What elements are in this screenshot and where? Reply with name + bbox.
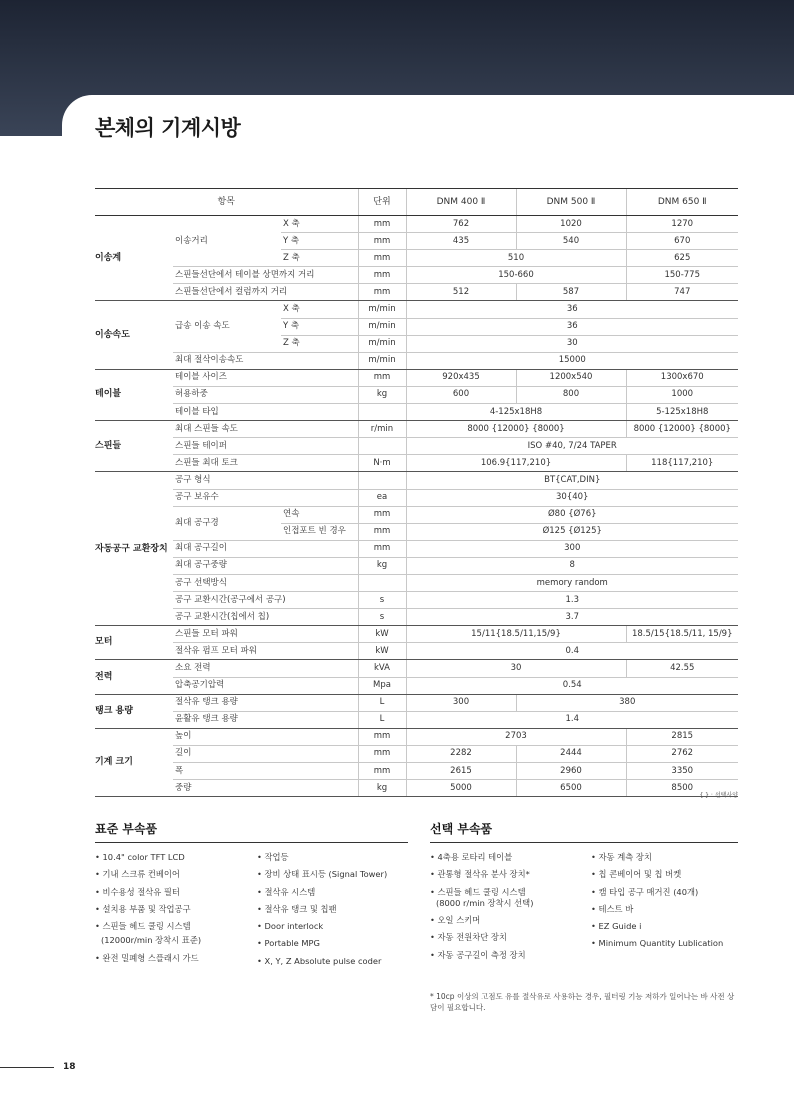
- sub-label: 연속: [281, 506, 358, 523]
- value-cell: 15000: [406, 352, 738, 369]
- list-item: • 절삭유 탱크 및 칩팬: [257, 904, 417, 916]
- group-motor: 모터: [95, 626, 173, 660]
- list-item: • 캠 타입 공구 매거진 (40개): [591, 887, 741, 899]
- unit-cell: mm: [358, 250, 406, 267]
- list-item: • 10.4" color TFT LCD: [95, 852, 255, 864]
- unit-cell: mm: [358, 369, 406, 386]
- value-cell: 800: [516, 386, 626, 403]
- unit-cell: mm: [358, 728, 406, 745]
- value-cell: 512: [406, 284, 516, 301]
- row-label: 공구 선택방식: [173, 574, 358, 591]
- table-row: [95, 455, 738, 472]
- optional-divider: [430, 842, 738, 843]
- list-item: • X, Y, Z Absolute pulse coder: [257, 956, 417, 968]
- page-number: 18: [63, 1062, 76, 1072]
- table-row: [95, 369, 738, 386]
- value-cell: memory random: [406, 574, 738, 591]
- unit-cell: mm: [358, 284, 406, 301]
- value-cell: 36: [406, 301, 738, 318]
- value-cell: 8500: [626, 780, 738, 797]
- group-tank: 탱크 용량: [95, 694, 173, 728]
- value-cell: 8000 {12000} {8000}: [626, 421, 738, 438]
- axis-label: Z 축: [281, 250, 358, 267]
- value-cell: 30{40}: [406, 489, 738, 506]
- table-row: [95, 301, 738, 318]
- value-cell: 1.3: [406, 592, 738, 609]
- row-label: 스핀들선단에서 컬럼까지 거리: [173, 284, 358, 301]
- value-cell: 1.4: [406, 711, 738, 728]
- header-item: 항목: [95, 189, 358, 216]
- unit-cell: [358, 438, 406, 455]
- value-cell: 8000 {12000} {8000}: [406, 421, 626, 438]
- list-item: • EZ Guide i: [591, 921, 741, 933]
- list-item: • Minimum Quantity Lublication: [591, 938, 741, 950]
- standard-list-2: [257, 852, 417, 973]
- value-cell: Ø80 {Ø76}: [406, 506, 738, 523]
- unit-cell: kg: [358, 557, 406, 574]
- group-spindle: 스핀들: [95, 421, 173, 472]
- optional-accessories-title: 선택 부속품: [430, 822, 493, 836]
- row-label: 스핀들 테이퍼: [173, 438, 358, 455]
- value-cell: 1200x540: [516, 369, 626, 386]
- list-item-continuation: (8000 r/min 장착시 선택): [436, 897, 534, 908]
- optional-list-1: [430, 852, 590, 967]
- row-label: 스핀들 최대 토크: [173, 455, 358, 472]
- group-table: 테이블: [95, 369, 173, 420]
- unit-cell: s: [358, 609, 406, 626]
- list-item: • 칩 콘베이어 및 칩 버켓: [591, 869, 741, 881]
- unit-cell: m/min: [358, 335, 406, 352]
- list-item: • 스핀들 헤드 쿨링 시스템: [430, 887, 590, 899]
- value-cell: 2282: [406, 745, 516, 762]
- page-rule: [0, 1067, 54, 1068]
- table-row: [95, 216, 738, 233]
- value-cell: 300: [406, 694, 516, 711]
- table-row: [95, 609, 738, 626]
- value-cell: 36: [406, 318, 738, 335]
- value-cell: BT{CAT,DIN}: [406, 472, 738, 489]
- list-item: • 절삭유 시스템: [257, 887, 417, 899]
- page-title: 본체의 기계시방: [95, 116, 241, 140]
- group-size: 기계 크기: [95, 728, 173, 796]
- unit-cell: [358, 404, 406, 421]
- standard-accessories-title: 표준 부속품: [95, 822, 158, 836]
- value-cell: 4-125x18H8: [406, 404, 626, 421]
- row-label: 최대 절삭이송속도: [173, 352, 358, 369]
- unit-cell: mm: [358, 216, 406, 233]
- unit-cell: Mpa: [358, 677, 406, 694]
- group-feed: 이송속도: [95, 301, 173, 369]
- row-label: 중량: [173, 780, 358, 797]
- value-cell: 2815: [626, 728, 738, 745]
- list-item: • 기내 스크류 컨베이어: [95, 869, 255, 881]
- value-cell: 106.9{117,210}: [406, 455, 626, 472]
- value-cell: 1270: [626, 216, 738, 233]
- row-label: 절삭유 탱크 용량: [173, 694, 358, 711]
- row-label: 공구 형식: [173, 472, 358, 489]
- sub-label: 인접포트 빈 경우: [281, 523, 358, 540]
- list-item: • 완전 밀폐형 스플래시 가드: [95, 953, 255, 965]
- value-cell: 540: [516, 233, 626, 250]
- row-label: 최대 공구길이: [173, 540, 358, 557]
- unit-cell: kW: [358, 626, 406, 643]
- value-cell: 1300x670: [626, 369, 738, 386]
- unit-cell: mm: [358, 745, 406, 762]
- row-label: 최대 공구경: [173, 506, 281, 540]
- table-row: [95, 626, 738, 643]
- list-item: • 오일 스키머: [430, 915, 590, 927]
- value-cell: 5-125x18H8: [626, 404, 738, 421]
- unit-cell: mm: [358, 233, 406, 250]
- list-item: • 작업등: [257, 852, 417, 864]
- list-item: • 스핀들 헤드 쿨링 시스템: [95, 921, 255, 933]
- list-item: • 자동 공구길이 측정 장치: [430, 950, 590, 962]
- row-label: 소요 전력: [173, 660, 358, 677]
- value-cell: 762: [406, 216, 516, 233]
- unit-cell: ea: [358, 489, 406, 506]
- table-row: [95, 404, 738, 421]
- unit-cell: N·m: [358, 455, 406, 472]
- list-item: • 자동 계측 장치: [591, 852, 741, 864]
- row-label: 스핀들 모터 파워: [173, 626, 358, 643]
- unit-cell: mm: [358, 506, 406, 523]
- value-cell: 2444: [516, 745, 626, 762]
- value-cell: 42.55: [626, 660, 738, 677]
- table-header-row: [95, 189, 738, 216]
- value-cell: 2615: [406, 763, 516, 780]
- table-row: [95, 728, 738, 745]
- row-label: 길이: [173, 745, 358, 762]
- optional-list-2: [591, 852, 741, 956]
- value-cell: 150-660: [406, 267, 626, 284]
- table-row: [95, 352, 738, 369]
- table-row: [95, 780, 738, 797]
- row-label: 절삭유 펌프 모터 파워: [173, 643, 358, 660]
- value-cell: 150-775: [626, 267, 738, 284]
- unit-cell: r/min: [358, 421, 406, 438]
- unit-cell: kVA: [358, 660, 406, 677]
- value-cell: 300: [406, 540, 738, 557]
- standard-list-1: [95, 852, 255, 970]
- value-cell: 18.5/15{18.5/11, 15/9}: [626, 626, 738, 643]
- table-row: [95, 660, 738, 677]
- table-row: [95, 386, 738, 403]
- table-row: [95, 711, 738, 728]
- standard-divider: [95, 842, 408, 843]
- header-m3: DNM 650 Ⅱ: [626, 189, 738, 216]
- value-cell: 0.4: [406, 643, 738, 660]
- row-label: 윤활유 탱크 용량: [173, 711, 358, 728]
- value-cell: 510: [406, 250, 626, 267]
- value-cell: Ø125 {Ø125}: [406, 523, 738, 540]
- unit-cell: kW: [358, 643, 406, 660]
- value-cell: 8: [406, 557, 738, 574]
- table-row: [95, 643, 738, 660]
- row-label: 스핀들선단에서 테이블 상면까지 거리: [173, 267, 358, 284]
- list-item: • 테스트 바: [591, 904, 741, 916]
- table-row: [95, 472, 738, 489]
- row-label: 폭: [173, 763, 358, 780]
- value-cell: 3.7: [406, 609, 738, 626]
- value-cell: 587: [516, 284, 626, 301]
- value-cell: 0.54: [406, 677, 738, 694]
- value-cell: 30: [406, 660, 626, 677]
- unit-cell: m/min: [358, 318, 406, 335]
- unit-cell: mm: [358, 763, 406, 780]
- row-label: 높이: [173, 728, 358, 745]
- value-cell: 2703: [406, 728, 626, 745]
- value-cell: 5000: [406, 780, 516, 797]
- value-cell: 670: [626, 233, 738, 250]
- unit-cell: L: [358, 694, 406, 711]
- unit-cell: m/min: [358, 352, 406, 369]
- value-cell: 435: [406, 233, 516, 250]
- row-label: 이송거리: [173, 216, 281, 267]
- value-cell: ISO #40, 7/24 TAPER: [406, 438, 738, 455]
- list-item: • 장비 상태 표시등 (Signal Tower): [257, 869, 417, 881]
- table-row: [95, 763, 738, 780]
- list-item: • 4축용 로타리 테이블: [430, 852, 590, 864]
- unit-cell: [358, 574, 406, 591]
- header-m1: DNM 400 Ⅱ: [406, 189, 516, 216]
- value-cell: 380: [516, 694, 738, 711]
- header-unit: 단위: [358, 189, 406, 216]
- table-row: [95, 574, 738, 591]
- axis-label: X 축: [281, 301, 358, 318]
- axis-label: X 축: [281, 216, 358, 233]
- option-note: { } : 선택사양: [699, 792, 738, 799]
- table-row: [95, 677, 738, 694]
- row-label: 허용하중: [173, 386, 358, 403]
- row-label: 최대 스핀들 속도: [173, 421, 358, 438]
- value-cell: 30: [406, 335, 738, 352]
- row-label: 압축공기압력: [173, 677, 358, 694]
- table-row: [95, 421, 738, 438]
- unit-cell: mm: [358, 267, 406, 284]
- value-cell: 920x435: [406, 369, 516, 386]
- value-cell: 625: [626, 250, 738, 267]
- unit-cell: kg: [358, 780, 406, 797]
- list-item: • Door interlock: [257, 921, 417, 933]
- value-cell: 2762: [626, 745, 738, 762]
- table-row: [95, 592, 738, 609]
- table-row: [95, 438, 738, 455]
- value-cell: 600: [406, 386, 516, 403]
- value-cell: 2960: [516, 763, 626, 780]
- table-row: [95, 267, 738, 284]
- table-row: [95, 557, 738, 574]
- table-row: [95, 284, 738, 301]
- axis-label: Y 축: [281, 233, 358, 250]
- list-item: • 비수용성 절삭유 필터: [95, 887, 255, 899]
- group-power: 전력: [95, 660, 173, 694]
- table-row: [95, 489, 738, 506]
- list-item: • Portable MPG: [257, 938, 417, 950]
- row-label: 공구 보유수: [173, 489, 358, 506]
- value-cell: 1000: [626, 386, 738, 403]
- unit-cell: [358, 472, 406, 489]
- spec-table: [95, 188, 738, 797]
- footnote: * 10cp 이상의 고점도 유를 절삭유로 사용하는 경우, 필터링 기능 저하가 일어나는 바 사전 상담이 필요합니다.: [430, 992, 735, 1012]
- value-cell: 3350: [626, 763, 738, 780]
- axis-label: Z 축: [281, 335, 358, 352]
- unit-cell: s: [358, 592, 406, 609]
- row-label: 테이블 타입: [173, 404, 358, 421]
- table-row: [95, 745, 738, 762]
- axis-label: Y 축: [281, 318, 358, 335]
- table-row: [95, 694, 738, 711]
- value-cell: 6500: [516, 780, 626, 797]
- unit-cell: m/min: [358, 301, 406, 318]
- value-cell: 1020: [516, 216, 626, 233]
- row-label: 공구 교환시간(칩에서 칩): [173, 609, 358, 626]
- table-row: [95, 506, 738, 523]
- group-travel: 이송계: [95, 216, 173, 301]
- row-label: 급송 이송 속도: [173, 301, 281, 352]
- row-label: 최대 공구중량: [173, 557, 358, 574]
- unit-cell: mm: [358, 523, 406, 540]
- unit-cell: L: [358, 711, 406, 728]
- unit-cell: mm: [358, 540, 406, 557]
- list-item: • 관통형 절삭유 분사 장치*: [430, 869, 590, 881]
- value-cell: 15/11{18.5/11,15/9}: [406, 626, 626, 643]
- header-m2: DNM 500 Ⅱ: [516, 189, 626, 216]
- value-cell: 118{117,210}: [626, 455, 738, 472]
- list-item-continuation: (12000r/min 장착시 표준): [101, 935, 202, 946]
- table-row: [95, 540, 738, 557]
- value-cell: 747: [626, 284, 738, 301]
- group-atc: 자동공구 교환장치: [95, 472, 173, 626]
- row-label: 테이블 사이즈: [173, 369, 358, 386]
- list-item: • 설치용 부품 및 작업공구: [95, 904, 255, 916]
- unit-cell: kg: [358, 386, 406, 403]
- row-label: 공구 교환시간(공구에서 공구): [173, 592, 358, 609]
- list-item: • 자동 전원차단 장치: [430, 932, 590, 944]
